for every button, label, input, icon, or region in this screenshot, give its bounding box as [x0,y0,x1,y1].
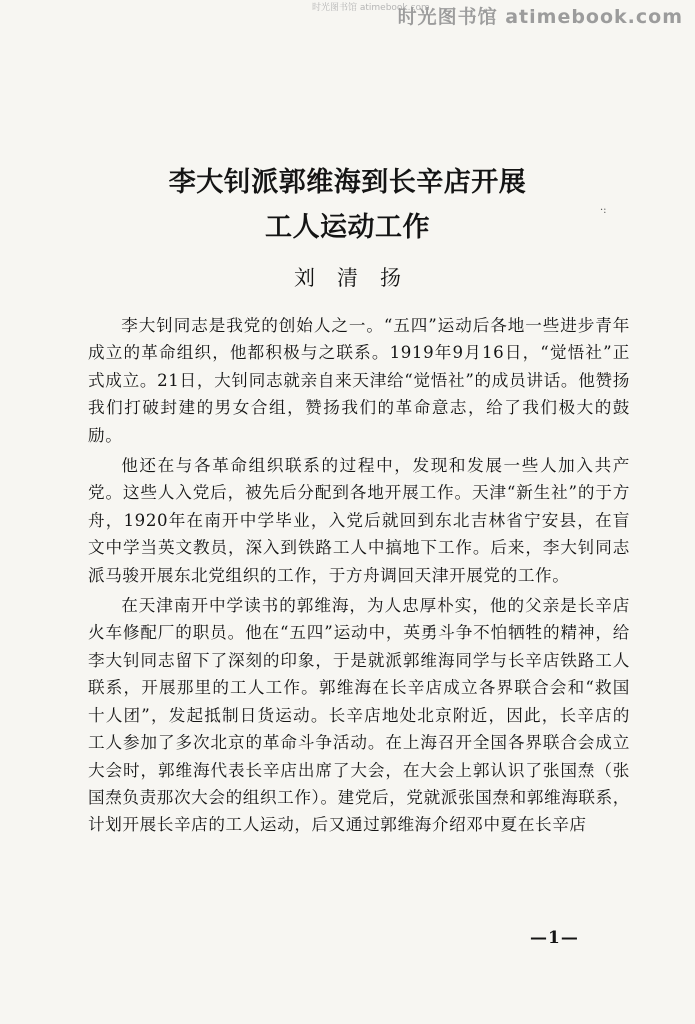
watermark-small-text: 时光图书馆 atimebook.com [312,3,430,13]
page-number: —1— [530,928,579,948]
article-body [88,312,630,842]
body-paragraph-1: 李大钊同志是我党的创始人之一。“五四”运动后各地一些进步青年成立的革命组织，他都积极与之联系。1919年9月16日，“觉悟社”正式成立。21日，大钊同志就亲自来天津给“觉悟社”的成员讲话。他赞扬我们打破封建的男女合组，赞扬我们的革命意志，给了我们极大的鼓励。 [88,316,630,445]
article-title-line-2: 工人运动工作 [265,212,430,243]
print-mark: ·: [600,205,607,216]
body-paragraph-2: 他还在与各革命组织联系的过程中，发现和发展一些人加入共产党。这些人入党后，被先后分配到各地开展工作。天津“新生社”的于方舟，1920年在南开中学毕业，入党后就回到东北吉林省宁安县，在盲文中学当英文教员，深入到铁路工人中搞地下工作。后来，李大钊同志派马骏开展东北党组织的工作，于方舟调回天津开展党的工作。 [88,456,630,585]
watermark-text: 时光图书馆 atimebook.com [397,6,683,28]
author-name: 刘清扬 [294,266,423,290]
article-title-line-1: 李大钊派郭维海到长辛店开展 [168,167,527,198]
body-paragraph-3: 在天津南开中学读书的郭维海，为人忠厚朴实，他的父亲是长辛店火车修配厂的职员。他在“五四”运动中，英勇斗争不怕牺牲的精神，给李大钊同志留下了深刻的印象，于是就派郭维海同学与长辛店铁路工人联系，开展那里的工人工作。郭维海在长辛店成立各界联合会和“救国十人团”，发起抵制日货运动。长辛店地处北京附近，因此，长辛店的工人参加了多次北京的革命斗争活动。在上海召开全国各界联合会成立大会时，郭维海代表长辛店出席了大会，在大会上郭认识了张国焘（张国焘负责那次大会的组织工作）。建党后，党就派张国焘和郭维海联系，计划开展长辛店的工人运动，后又通过郭维海介绍邓中夏在长辛店 [88,596,630,835]
